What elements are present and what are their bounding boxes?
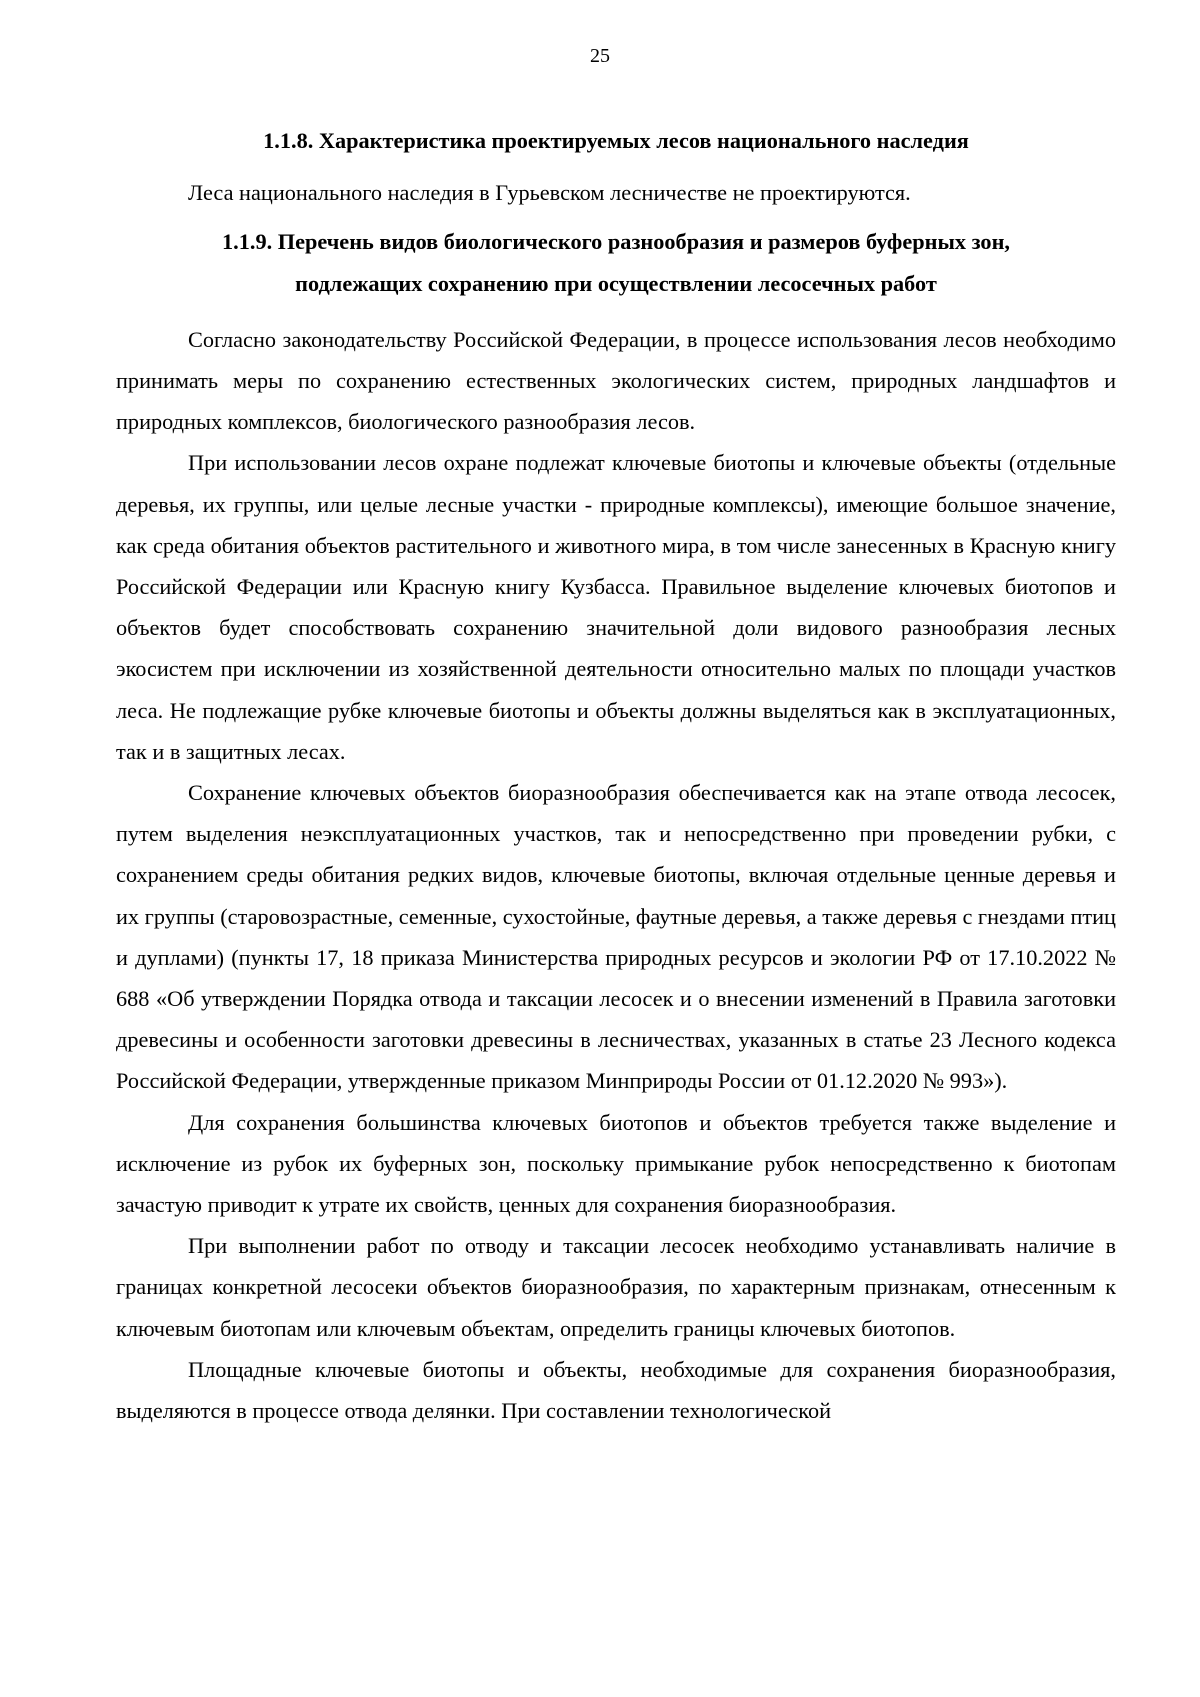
paragraph-key-biotopes: При использовании лесов охране подлежат ключевые биотопы и ключевые объекты (отдельные деревья, их группы, или целые лесные участки - природные комплексы), имеющие большое значение, как среда обитания объектов растительного и животного мира, в том числе занесенных в Красную книгу Российской Федерации или Красную книгу Кузбасса. Правильное выделение ключевых биотопов и объектов будет способствовать сохранению значительной доли видового разнообразия лесных экосистем при исключении из хозяйственной деятельности относительно малых по площади участков леса. Не подлежащие рубке ключевые биотопы и объекты должны выделяться как в эксплуатационных, так и в защитных лесах.	[116, 450, 1116, 764]
section-heading-1-1-8: 1.1.8. Характеристика проектируемых лесов национального наследия	[263, 128, 969, 153]
page-number: 25	[590, 45, 610, 67]
paragraph-forests-heritage: Леса национального наследия в Гурьевском лесничестве не проектируются.	[188, 180, 911, 206]
paragraph-biodiversity-preservation: Сохранение ключевых объектов биоразнообразия обеспечивается как на этапе отвода лесосек, путем выделения неэксплуатационных участков, так и непосредственно при проведении рубки, с сохранением среды обитания редких видов, ключевые биотопы, включая отдельные ценные деревья и их группы (старовозрастные, семенные, сухостойные, фаутные деревья, а также деревья с гнездами птиц и дуплами) (пункты 17, 18 приказа Министерства природных ресурсов и экологии РФ от 17.10.2022 № 688 «Об утверждении Порядка отвода и таксации лесосек и о внесении изменений в Правила заготовки древесины и особенности заготовки древесины в лесничествах, указанных в статье 23 Лесного кодекса Российской Федерации, утвержденные приказом Минприроды России от 01.12.2020 № 993»).	[116, 780, 1116, 1094]
section-heading-line-2: подлежащих сохранению при осуществлении лесосечных работ	[295, 270, 937, 296]
paragraph-allotment-works: При выполнении работ по отводу и таксации лесосек необходимо устанавливать наличие в границах конкретной лесосеки объектов биоразнообразия, по характерным признакам, отнесенным к ключевым биотопам или ключевым объектам, определить границы ключевых биотопов.	[116, 1233, 1116, 1341]
page-content	[116, 120, 1116, 1431]
section-heading-line-1: 1.1.9. Перечень видов биологического разнообразия и размеров буферных зон,	[222, 229, 1010, 255]
section-heading-1-1-9	[116, 221, 1116, 303]
paragraph-area-biotopes: Площадные ключевые биотопы и объекты, необходимые для сохранения биоразнообразия, выделяются в процессе отвода делянки. При составлении технологической	[116, 1356, 1116, 1424]
paragraph-buffer-zones: Для сохранения большинства ключевых биотопов и объектов требуется также выделение и исключение из рубок их буферных зон, поскольку примыкание рубок непосредственно к биотопам зачастую приводит к утрате их свойств, ценных для сохранения биоразнообразия.	[116, 1109, 1116, 1218]
paragraph-legislation: Согласно законодательству Российской Федерации, в процессе использования лесов необходимо принимать меры по сохранению естественных экологических систем, природных ландшафтов и природных комплексов, биологического разнообразия лесов.	[116, 326, 1116, 435]
